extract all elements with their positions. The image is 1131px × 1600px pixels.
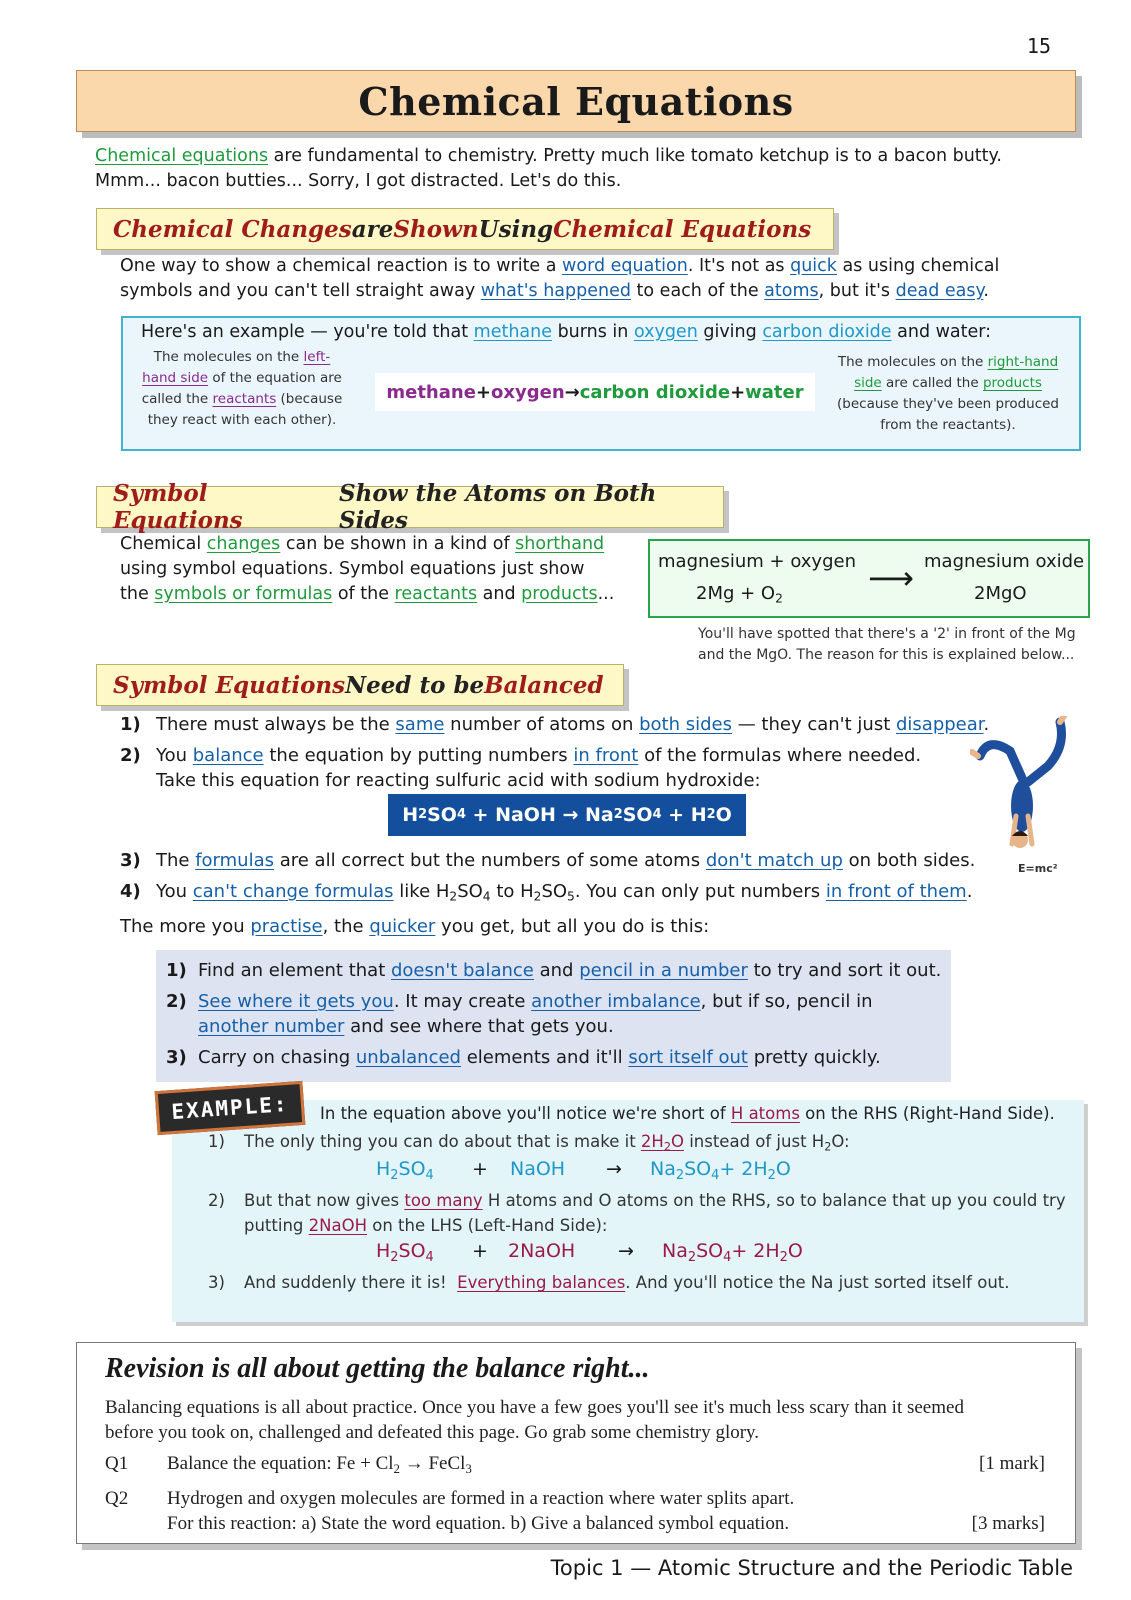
section2-paragraph: Chemical changes can be shown in a kind of shorthand using symbol equations. Symbol equations just show the symbols or formulas of the reactants and products... <box>120 534 615 604</box>
page-number: 15 <box>1026 34 1051 58</box>
left-note: The molecules on the left-hand side of the equation are called the reactants (because they react with each other). <box>141 349 343 428</box>
intro-text-2: Mmm... bacon butties... Sorry, I got distracted. Let's do this. <box>95 171 622 191</box>
link-too-many[interactable]: too many <box>404 1191 483 1210</box>
link-dead-easy[interactable]: dead easy <box>895 281 984 301</box>
revision-box <box>76 1342 1076 1544</box>
question-1: Q1 Balance the equation: $Fe + Cl_2$ → FeCl$_3$ [1 mark] <box>105 1453 1045 1476</box>
example-step: 3) And suddenly there it is! Everything balances. And you'll notice the Na just sorted itself out. <box>208 1273 1010 1292</box>
link-both-sides[interactable]: both sides <box>639 714 732 735</box>
revision-title: Revision is all about getting the balance right... <box>105 1353 650 1384</box>
link-symbols-or-formulas[interactable]: symbols or formulas <box>154 584 333 604</box>
link-atoms[interactable]: atoms <box>764 281 819 301</box>
link-reactants[interactable]: reactants <box>394 584 478 604</box>
link-whats-happened[interactable]: what's happened <box>480 281 631 301</box>
balance-list <box>120 712 1000 793</box>
mg-symbol-right: 2MgO <box>974 583 1027 604</box>
link-quicker[interactable]: quicker <box>369 916 436 937</box>
intro-text-1: are fundamental to chemistry. Pretty much like tomato ketchup is to a bacon butty. <box>268 146 1002 166</box>
page-title: Chemical Equations <box>358 78 794 124</box>
steps-box <box>156 950 951 1082</box>
link-doesnt-balance[interactable]: doesn't balance <box>390 960 534 981</box>
practise-line: The more you practise, the quicker you get, but all you do is this: <box>120 916 710 937</box>
step-item-continued: another number and see where that gets you. <box>198 1016 614 1037</box>
link-quick[interactable]: quick <box>790 256 837 276</box>
sulfuric-acid-equation: H 2 SO 4 + NaOH → Na 2 SO 4 + H 2 O <box>388 794 746 836</box>
step-item: 3) Carry on chasing unbalanced elements and it'll sort itself out pretty quickly. <box>166 1047 881 1068</box>
link-left-hand-side[interactable]: left-hand side <box>142 349 331 386</box>
mg-word-right: magnesium oxide <box>924 551 1085 572</box>
word-equation: methane + oxygen → carbon dioxide + water <box>375 373 815 411</box>
revision-paragraph: Balancing equations is all about practice. Once you have a few goes you'll see it's much less scary than it seemed before you took on, challenged and defeated this page. Go grab some chemistry glory. <box>105 1397 964 1443</box>
step-item: 1) Find an element that doesn't balance and pencil in a number to try and sort it out. <box>166 960 942 981</box>
magnesium-equation-box <box>648 539 1090 618</box>
balancing-example-box <box>172 1100 1084 1322</box>
link-methane[interactable]: methane <box>473 322 552 342</box>
link-pencil-in-a-number[interactable]: pencil in a number <box>579 960 748 981</box>
list-item: 1) There must always be the same number of atoms on both sides — they can't just disappear. <box>120 714 990 735</box>
link-right-hand-side[interactable]: right-hand side <box>854 354 1059 391</box>
link-same[interactable]: same <box>395 714 445 735</box>
link-carbon-dioxide[interactable]: carbon dioxide <box>762 322 892 342</box>
link-another-number[interactable]: another number <box>198 1016 345 1037</box>
link-changes[interactable]: changes <box>206 534 281 554</box>
link-2h2o[interactable]: $2H_2O$ <box>640 1132 684 1154</box>
link-word-equation[interactable]: word equation <box>562 256 688 276</box>
title-banner <box>76 70 1076 132</box>
example-header: Here's an example — you're told that methane burns in oxygen giving carbon dioxide and water: <box>141 322 992 342</box>
link-cant-change-formulas[interactable]: can't change formulas <box>192 881 394 902</box>
step-item: 2) See where it gets you. It may create another imbalance, but if so, pencil in <box>166 991 873 1012</box>
link-formulas[interactable]: formulas <box>195 850 274 871</box>
methane-example-box <box>121 316 1081 451</box>
q2-marks: [3 marks] <box>971 1513 1045 1534</box>
footer-topic: Topic 1 — Atomic Structure and the Periodic Table <box>550 1556 1073 1580</box>
mg-symbol-left: $2Mg + O_2$ <box>696 583 783 606</box>
section-heading-need-balanced: Symbol Equations Need to be Balanced <box>96 664 624 706</box>
example-equation-1: $H_2SO_4$ + NaOH → $Na_2SO_4+ 2H_2O$ <box>376 1158 791 1183</box>
q1-marks: [1 mark] <box>979 1453 1045 1474</box>
example-step: 2) But that now gives too many H atoms and O atoms on the RHS, so to balance that up you could try <box>208 1191 1066 1210</box>
gymnast-caption: E=mc² <box>1018 862 1058 875</box>
list-item: 3) The formulas are all correct but the numbers of some atoms don't match up on both sides. <box>120 850 976 871</box>
link-everything-balances[interactable]: Everything balances <box>457 1273 626 1292</box>
list-item: 2) You balance the equation by putting numbers in front of the formulas where needed. <box>120 745 922 766</box>
link-oxygen[interactable]: oxygen <box>633 322 698 342</box>
link-h-atoms[interactable]: H atoms <box>730 1104 800 1123</box>
link-see-where-it-gets-you[interactable]: See where it gets you <box>198 991 394 1012</box>
right-note: The molecules on the right-hand side are called the products (because they've been produced from the reactants). <box>837 354 1059 433</box>
balance-list-2 <box>120 848 1000 904</box>
link-balance[interactable]: balance <box>192 745 264 766</box>
link-another-imbalance[interactable]: another imbalance <box>531 991 701 1012</box>
example-step-continued: putting 2NaOH on the LHS (Left-Hand Side): <box>244 1216 608 1235</box>
section1-paragraph: One way to show a chemical reaction is to write a word equation. It's not as quick as using chemical symbols and you can't tell straight away what's happened to each of the atoms, but it's dead easy. <box>120 256 1000 301</box>
list-item: 4) You can't change formulas like $H_2SO_4$ to $H_2SO_5$. You can only put numbers in front of them. <box>120 881 973 904</box>
link-2naoh[interactable]: 2NaOH <box>308 1216 367 1235</box>
section-heading-chemical-changes: Chemical Changes are Shown Using Chemical Equations <box>96 208 834 250</box>
link-sort-itself-out[interactable]: sort itself out <box>628 1047 748 1068</box>
link-unbalanced[interactable]: unbalanced <box>355 1047 461 1068</box>
link-in-front-of-them[interactable]: in front of them <box>825 881 967 902</box>
arrow-icon: ⟶ <box>868 559 914 597</box>
link-products[interactable]: products <box>521 584 598 604</box>
link-products-note[interactable]: products <box>982 375 1042 391</box>
example-equation-2: $H_2SO_4$ + 2NaOH → $Na_2SO_4+ 2H_2O$ <box>376 1240 803 1265</box>
link-practise[interactable]: practise <box>250 916 323 937</box>
link-chemical-equations[interactable]: Chemical equations <box>95 146 269 166</box>
example-step: 1) The only thing you can do about that is make it $2H_2O$ instead of just $H_2O$: <box>208 1132 850 1154</box>
link-shorthand[interactable]: shorthand <box>515 534 605 554</box>
list-item-continued: Take this equation for reacting sulfuric acid with sodium hydroxide: <box>156 770 761 791</box>
example-intro: In the equation above you'll notice we're short of H atoms on the RHS (Right-Hand Side). <box>320 1104 1055 1123</box>
link-in-front[interactable]: in front <box>573 745 639 766</box>
mg-note: You'll have spotted that there's a '2' in front of the Mg and the MgO. The reason for this is explained below... <box>698 626 1076 663</box>
example-badge: EXAMPLE: <box>155 1081 306 1135</box>
mg-word-left: magnesium + oxygen <box>658 551 856 572</box>
link-reactants-note[interactable]: reactants <box>212 391 277 407</box>
gymnast-illustration <box>970 716 1075 866</box>
link-dont-match-up[interactable]: don't match up <box>705 850 843 871</box>
intro-paragraph <box>95 144 1002 194</box>
section-heading-symbol-equations: Symbol Equations Show the Atoms on Both Sides <box>96 486 724 528</box>
link-disappear[interactable]: disappear <box>895 714 984 735</box>
question-2: Q2 Hydrogen and oxygen molecules are formed in a reaction where water splits apart. For this reaction: a) State the word equation. b) Give a balanced symbol equation. [3 marks] <box>105 1488 1045 1534</box>
